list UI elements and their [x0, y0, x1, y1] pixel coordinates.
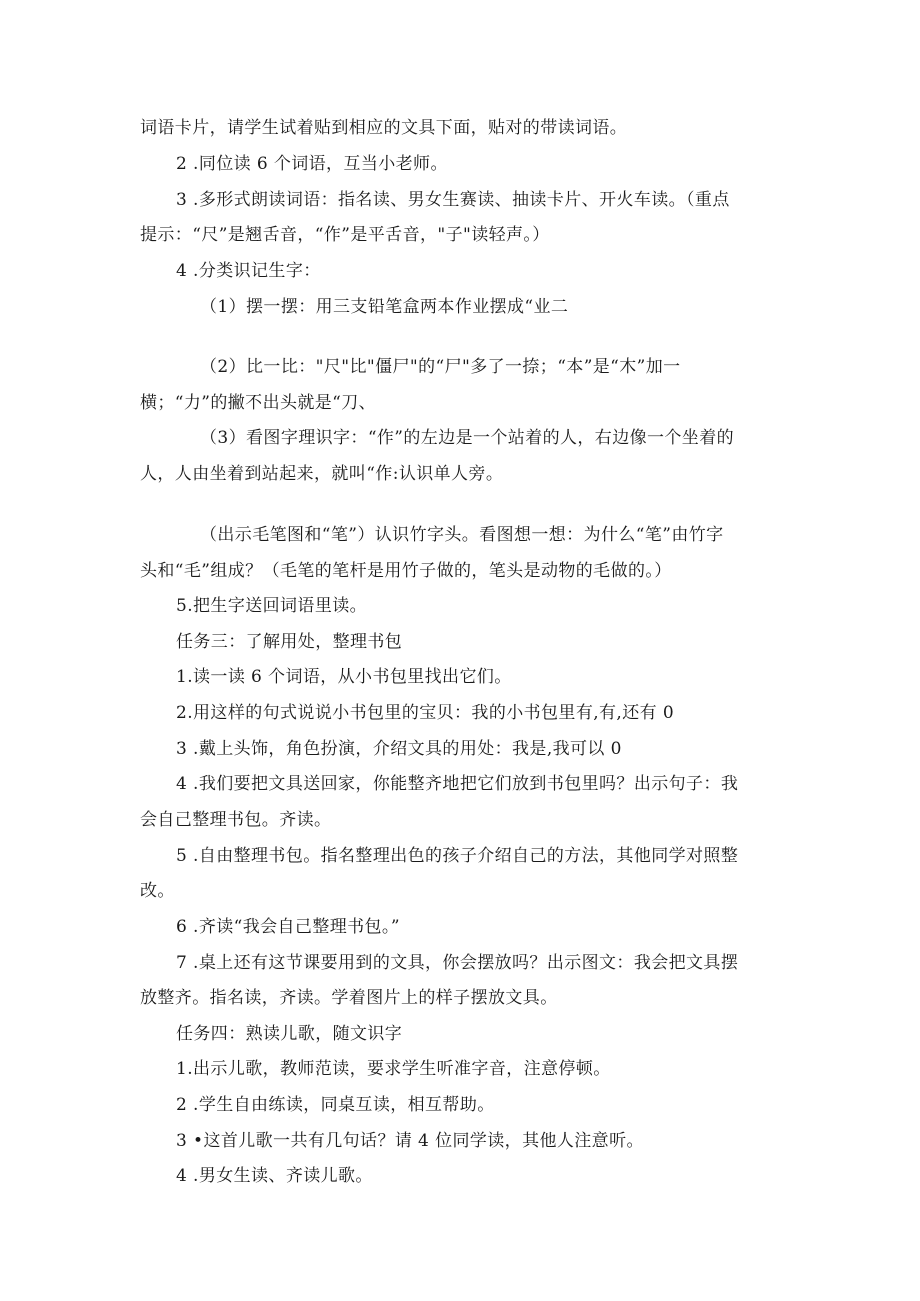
text-line: 词语卡片，请学生试着贴到相应的文具下面，贴对的带读词语。 — [140, 118, 628, 138]
text-line: （1）摆一摆：用三支铅笔盒两本作业摆成“业二 — [200, 297, 569, 317]
section-heading: 任务四：熟读儿歌，随文识字 — [176, 1024, 403, 1044]
text-line: （3）看图字理识字：“作”的左边是一个站着的人，右边像一个坐着的 — [200, 428, 734, 448]
text-line: （出示毛笔图和“笔”）认识竹字头。看图想一想：为什么“笔”由竹字 — [200, 525, 724, 545]
text-line: 1.出示儿歌，教师范读，要求学生听准字音，注意停顿。 — [176, 1059, 611, 1079]
text-line: 1.读一读 6 个词语，从小书包里找出它们。 — [176, 667, 512, 687]
text-line: 提示：“尺”是翘舌音，“作”是平舌音，"子"读轻声。） — [140, 225, 550, 245]
text-line: 人，人由坐着到站起来，就叫“作:认识单人旁。 — [140, 464, 504, 484]
text-line: 放整齐。指名读，齐读。学着图片上的样子摆放文具。 — [140, 988, 558, 1008]
text-line: 4 .男女生读、齐读儿歌。 — [176, 1166, 373, 1186]
text-line: 5 .自由整理书包。指名整理出色的孩子介绍自己的方法，其他同学对照整 — [176, 846, 739, 866]
text-line: 3 .戴上头饰，角色扮演，介绍文具的用处：我是,我可以 0 — [176, 739, 622, 759]
text-line: 5.把生字送回词语里读。 — [176, 596, 368, 616]
text-line: 3 •这首儿歌一共有几句话？请 4 位同学读，其他人注意听。 — [176, 1131, 644, 1151]
text-line: 横；“力”的撇不出头就是“刀、 — [140, 393, 377, 413]
text-line: 2.用这样的句式说说小书包里的宝贝：我的小书包里有,有,还有 0 — [176, 703, 675, 723]
text-line: 4 .分类识记生字： — [176, 261, 321, 281]
text-line: 会自己整理书包。齐读。 — [140, 810, 332, 830]
text-line: 3 .多形式朗读词语：指名读、男女生赛读、抽读卡片、开火车读。（重点 — [176, 190, 730, 210]
section-heading: 任务三：了解用处，整理书包 — [176, 632, 403, 652]
text-line: 7 .桌上还有这节课要用到的文具，你会摆放吗？出示图文：我会把文具摆 — [176, 953, 739, 973]
text-line: 2 .同位读 6 个词语，互当小老师。 — [176, 154, 448, 174]
text-line: 改。 — [140, 881, 175, 901]
text-line: 6 .齐读“我会自己整理书包。” — [176, 917, 400, 937]
text-line: （2）比一比："尺"比"僵尸"的“尸"多了一捺；“本”是“木”加一 — [200, 357, 681, 377]
text-line: 头和“毛”组成？（毛笔的笔杆是用竹子做的，笔头是动物的毛做的。） — [140, 561, 672, 581]
text-line: 4 .我们要把文具送回家，你能整齐地把它们放到书包里吗？出示句子：我 — [176, 774, 739, 794]
text-line: 2 .学生自由练读，同桌互读，相互帮助。 — [176, 1095, 495, 1115]
